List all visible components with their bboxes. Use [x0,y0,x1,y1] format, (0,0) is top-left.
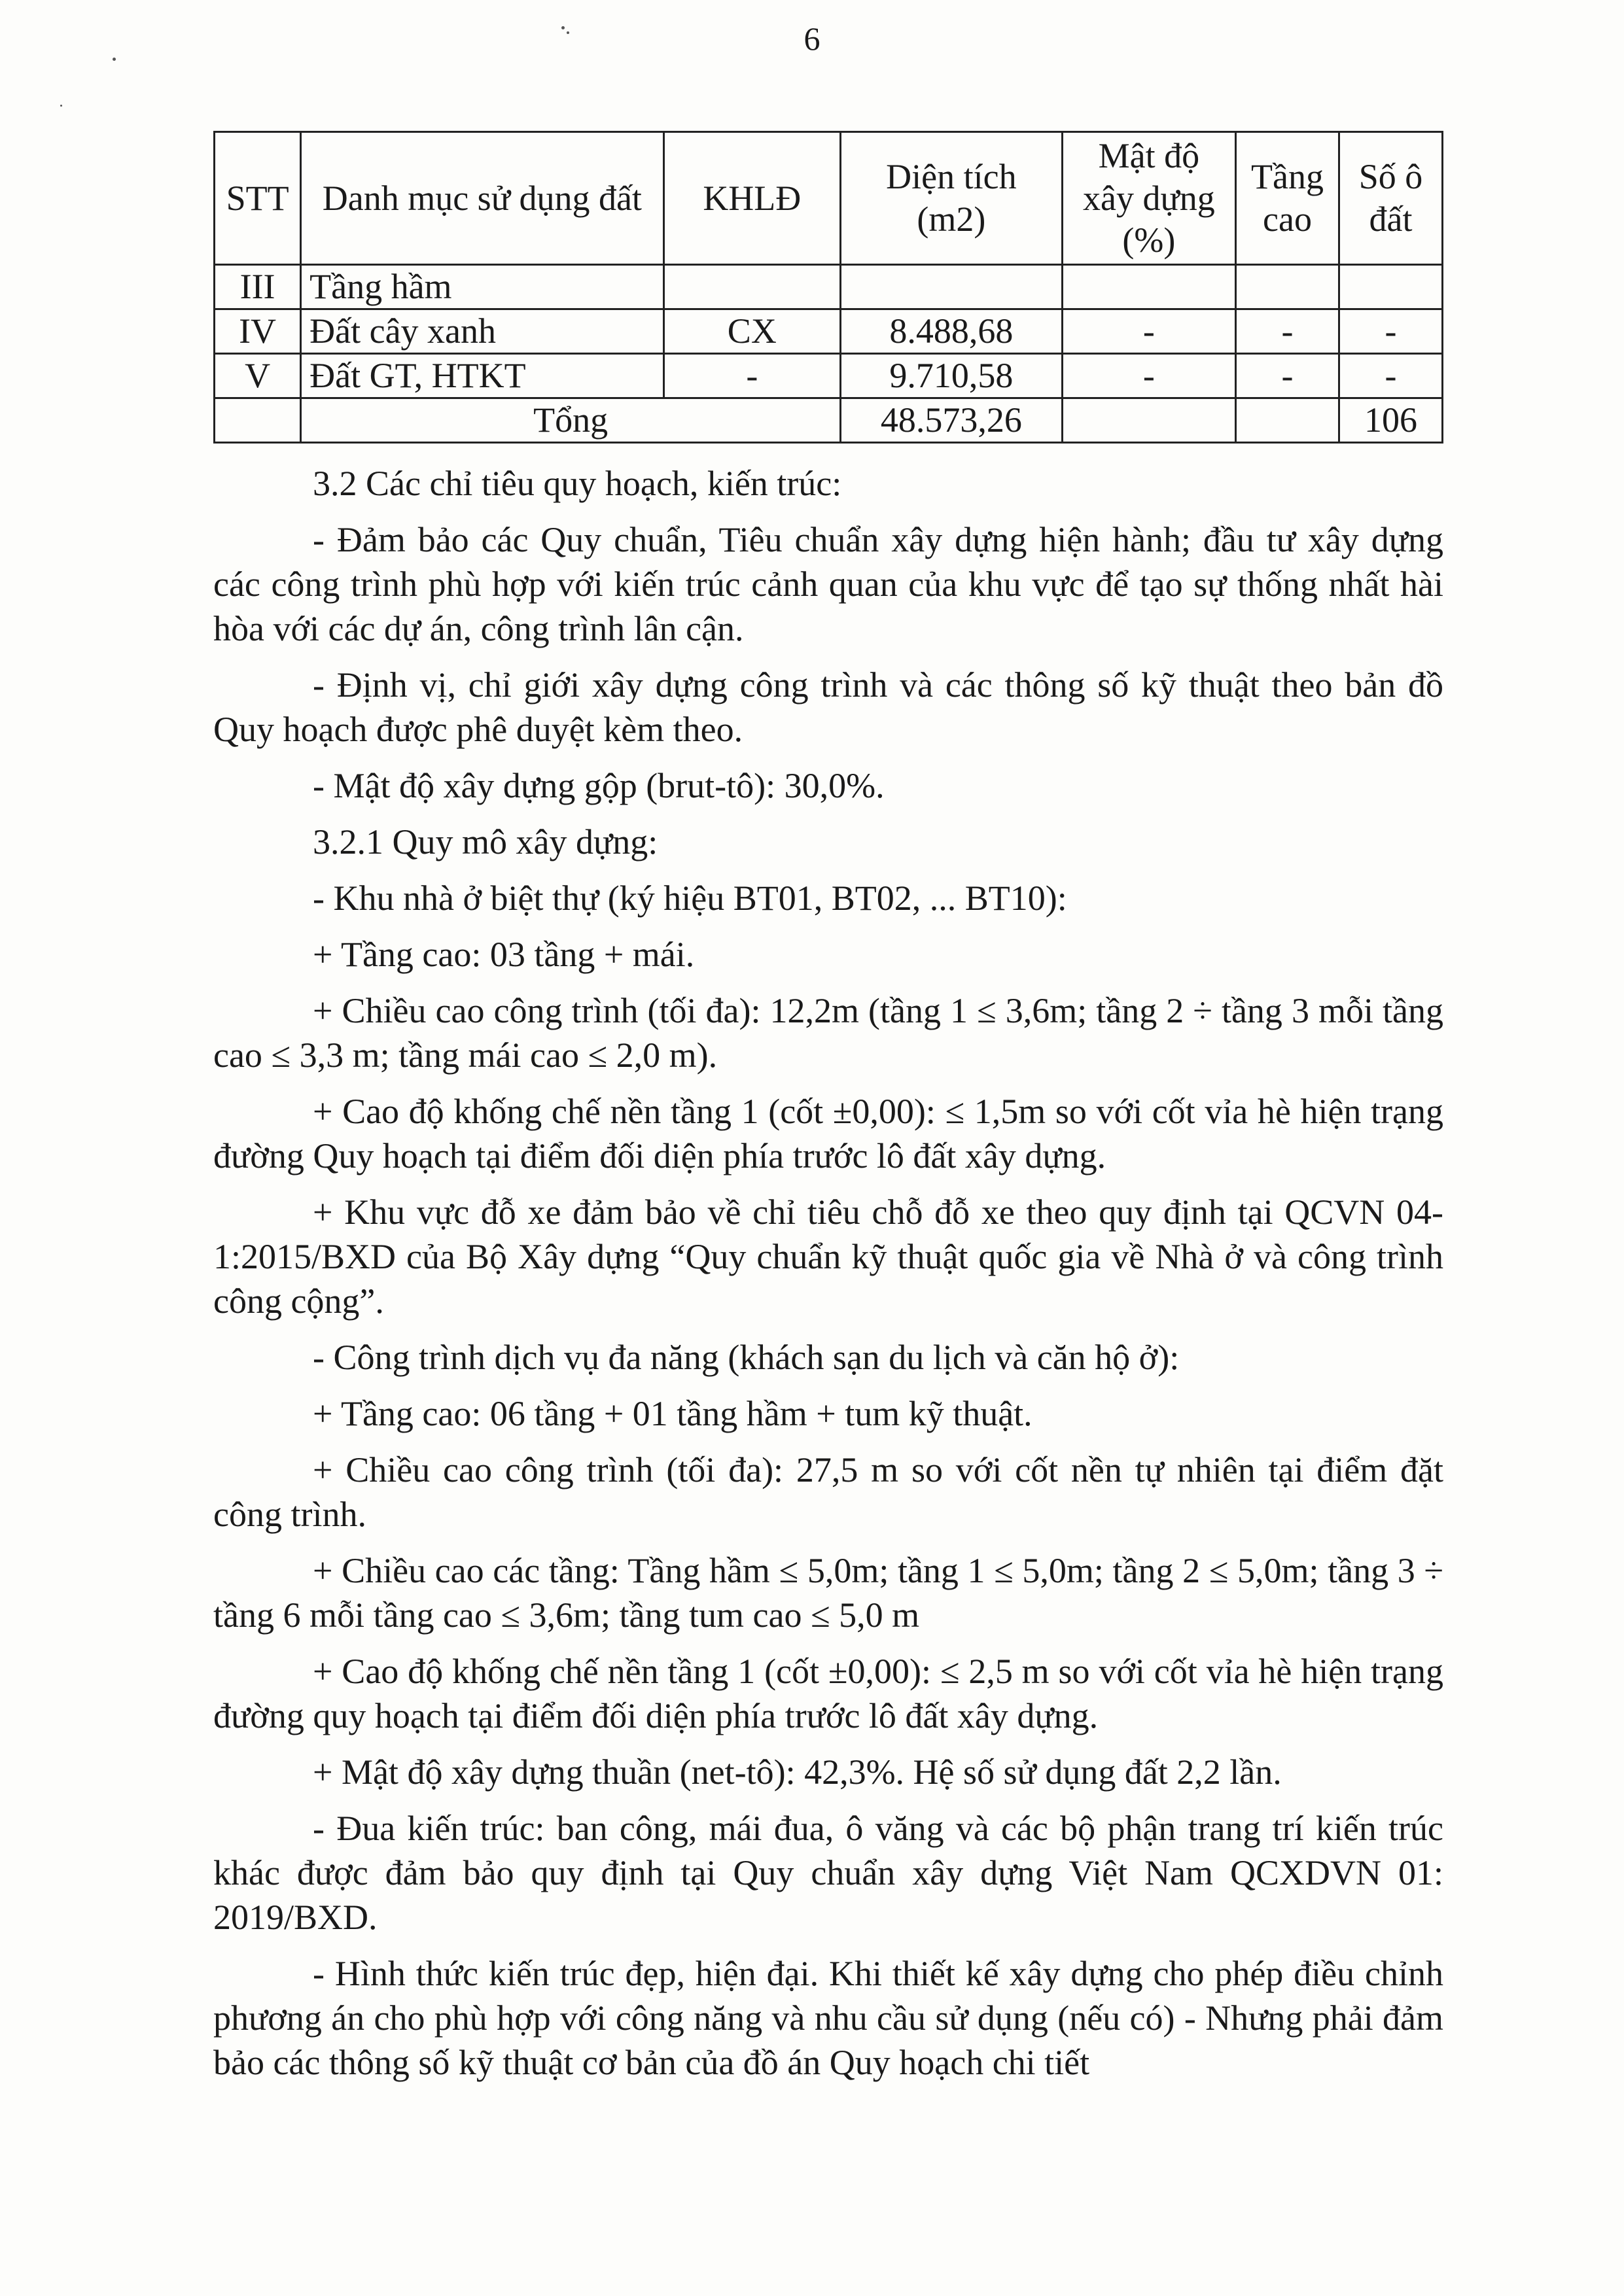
scan-speck [561,26,565,29]
header-density: Mật độ xây dựng (%) [1062,132,1235,265]
header-stt: STT [215,132,301,265]
cell-floors: - [1236,309,1339,354]
total-area: 48.573,26 [841,398,1063,443]
cell-area: 8.488,68 [841,309,1063,354]
paragraph: + Mật độ xây dựng thuần (net-tô): 42,3%. Hệ số sử dụng đất 2,2 lần. [313,1752,1282,1792]
paragraph: + Tầng cao: 06 tầng + 01 tầng hầm + tum kỹ thuật. [313,1394,1033,1433]
paragraph: - Công trình dịch vụ đa năng (khách sạn du lịch và căn hộ ở): [313,1338,1180,1377]
paragraph: - Mật độ xây dựng gộp (brut-tô): 30,0%. [313,766,885,805]
paragraph: - Định vị, chỉ giới xây dựng công trình và các thông số kỹ thuật theo bản đồ Quy hoạch được phê duyệt kèm theo. [213,665,1443,749]
paragraph: + Tầng cao: 03 tầng + mái. [313,935,695,974]
cell-lots: - [1339,309,1442,354]
cell-khld: CX [663,309,841,354]
paragraph: + Chiều cao các tầng: Tầng hầm ≤ 5,0m; tầng 1 ≤ 5,0m; tầng 2 ≤ 5,0m; tầng 3 ÷ tầng 6 mỗi tầng cao ≤ 3,6m; tầng tum cao ≤ 5,0 m [213,1551,1443,1635]
paragraph: + Cao độ khống chế nền tầng 1 (cốt ±0,00): ≤ 2,5 m so với cốt vỉa hè hiện trạng đường quy hoạch tại điểm đối diện phía trước lô đất xây dựng. [213,1652,1443,1735]
cell-floors [1236,265,1339,309]
cell-land-category: Đất cây xanh [301,309,663,354]
subsection-heading: 3.2.1 Quy mô xây dựng: [313,822,658,861]
cell-density: - [1062,309,1235,354]
total-label: Tổng [301,398,841,443]
cell-area: 9.710,58 [841,354,1063,398]
total-floors-empty [1236,398,1339,443]
paragraph: + Chiều cao công trình (tối đa): 27,5 m so với cốt nền tự nhiên tại điểm đặt công trình. [213,1450,1443,1534]
total-density-empty [1062,398,1235,443]
page-number: 6 [803,20,821,57]
header-khld: KHLĐ [663,132,841,265]
header-floors: Tầng cao [1236,132,1339,265]
paragraph: + Chiều cao công trình (tối đa): 12,2m (tầng 1 ≤ 3,6m; tầng 2 ÷ tầng 3 mỗi tầng cao ≤ 3,3 m; tầng mái cao ≤ 2,0 m). [213,991,1443,1075]
table-row [215,309,1443,354]
table-total-row [215,398,1443,443]
scan-speck [60,105,62,107]
paragraph: - Khu nhà ở biệt thự (ký hiệu BT01, BT02, ... BT10): [313,878,1067,918]
cell-stt: IV [215,309,301,354]
cell-stt: V [215,354,301,398]
cell-khld [663,265,841,309]
cell-density: - [1062,354,1235,398]
paragraph: + Cao độ khống chế nền tầng 1 (cốt ±0,00): ≤ 1,5m so với cốt vỉa hè hiện trạng đường Quy hoạch tại điểm đối diện phía trước lô đất xây dựng. [213,1092,1443,1175]
header-area: Diện tích (m2) [841,132,1063,265]
paragraph: + Khu vực đỗ xe đảm bảo về chỉ tiêu chỗ đỗ xe theo quy định tại QCVN 04-1:2015/BXD của Bộ Xây dựng “Quy chuẩn kỹ thuật quốc gia về Nhà ở và công trình công cộng”. [213,1192,1443,1321]
cell-density [1062,265,1235,309]
total-lots: 106 [1339,398,1442,443]
section-heading: 3.2 Các chỉ tiêu quy hoạch, kiến trúc: [313,464,842,503]
header-land-category: Danh mục sử dụng đất [301,132,663,265]
cell-stt-empty [215,398,301,443]
paragraph: - Hình thức kiến trúc đẹp, hiện đại. Khi thiết kế xây dựng cho phép điều chỉnh phương án cho phù hợp với công năng và nhu cầu sử dụng (nếu có) - Nhưng phải đảm bảo các thông số kỹ thuật cơ bản của đồ án Quy hoạch chi tiết [213,1954,1443,2082]
paragraph: - Đua kiến trúc: ban công, mái đua, ô văng và các bộ phận trang trí kiến trúc khác được đảm bảo quy định tại Quy chuẩn xây dựng Việt Nam QCXDVN 01: 2019/BXD. [213,1809,1443,1937]
cell-land-category: Đất GT, HTKT [301,354,663,398]
paragraph: - Đảm bảo các Quy chuẩn, Tiêu chuẩn xây dựng hiện hành; đầu tư xây dựng các công trình phù hợp với kiến trúc cảnh quan của khu vực để tạo sự thống nhất hài hòa với các dự án, công trình lân cận. [213,520,1443,648]
header-lots: Số ô đất [1339,132,1442,265]
table-row [215,265,1443,309]
scan-speck [567,31,569,34]
cell-area [841,265,1063,309]
cell-lots [1339,265,1442,309]
table-row [215,354,1443,398]
cell-stt: III [215,265,301,309]
body-text [213,461,1443,2096]
cell-lots: - [1339,354,1442,398]
land-use-table [213,131,1443,444]
table-header-row [215,132,1443,265]
cell-land-category: Tầng hầm [301,265,663,309]
cell-floors: - [1236,354,1339,398]
cell-khld: - [663,354,841,398]
scan-speck [113,58,116,61]
